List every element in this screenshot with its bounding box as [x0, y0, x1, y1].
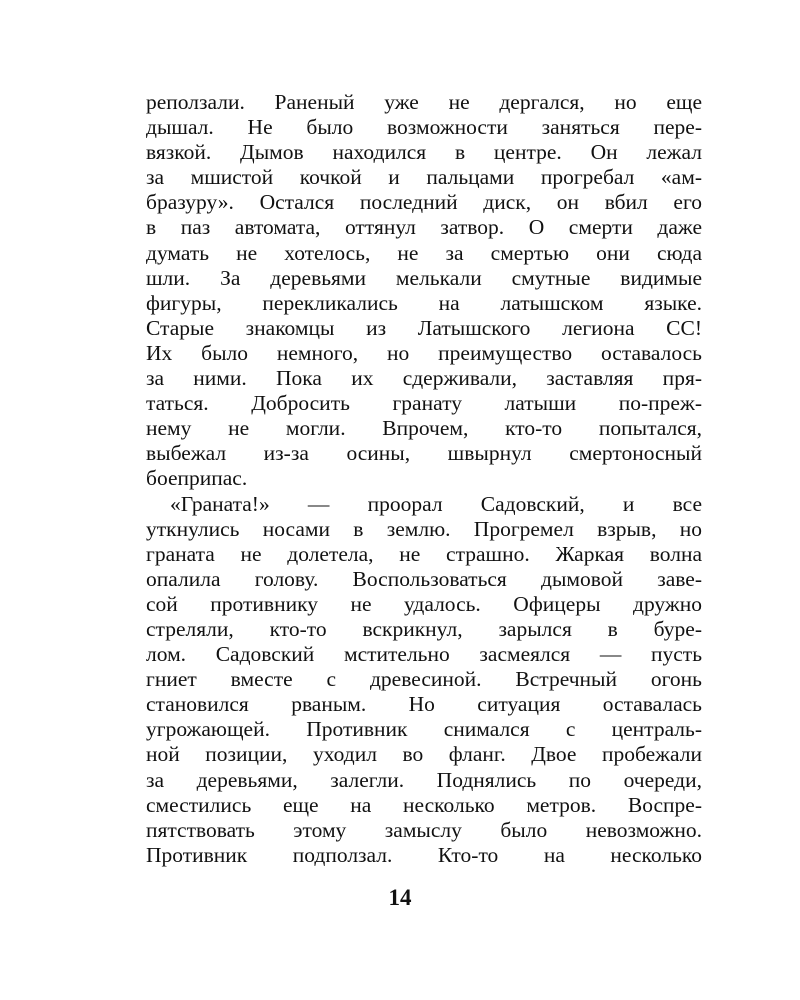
text-line: фигуры, перекликались на латышском языке. [146, 290, 702, 315]
text-line: сместились еще на несколько метров. Воспре- [146, 792, 702, 817]
text-line: боеприпас. [146, 466, 248, 491]
text-line: Их было немного, но преимущество оставалось [146, 340, 702, 365]
text-line: Старые знакомцы из Латышского легиона СС! [146, 315, 702, 340]
text-line: за мшистой кочкой и пальцами прогребал «ам- [146, 165, 702, 190]
page-number: 14 [388, 885, 412, 910]
text-line: в паз автомата, оттянул затвор. О смерти даже [146, 215, 702, 240]
text-line: ной позиции, уходил во фланг. Двое пробежали [146, 742, 702, 767]
paragraph [146, 492, 702, 868]
text-line: лом. Садовский мстительно засмеялся — пусть [146, 642, 702, 667]
text-line: угрожающей. Противник снимался с централь- [146, 717, 702, 742]
text-line: дышал. Не было возможности заняться пере- [146, 115, 702, 140]
text-line: думать не хотелось, не за смертью они сюда [146, 240, 702, 265]
text-line: выбежал из-за осины, швырнул смертоносный [146, 441, 702, 466]
text-line: реползали. Раненый уже не дергался, но еще [146, 90, 702, 114]
text-line: гниет вместе с древесиной. Встречный огонь [146, 667, 702, 692]
text-line: таться. Добросить гранату латыши по-преж- [146, 391, 702, 416]
text-line: шли. За деревьями мелькали смутные видимые [146, 265, 702, 290]
text-line: нему не могли. Впрочем, кто-то попытался, [146, 416, 702, 441]
text-line: Противник подползал. Кто-то на несколько [146, 842, 702, 867]
text-line: опалила голову. Воспользоваться дымовой заве- [146, 566, 702, 591]
text-line: вязкой. Дымов находился в центре. Он лежал [146, 140, 702, 165]
paragraph [146, 90, 702, 492]
text-line: «Граната!» — проорал Садовский, и все [170, 491, 702, 516]
text-line: стреляли, кто-то вскрикнул, зарылся в буре- [146, 616, 702, 641]
text-line: за ними. Пока их сдерживали, заставляя пря- [146, 366, 702, 391]
text-line: бразуру». Остался последний диск, он вбил его [146, 190, 702, 215]
text-line: уткнулись носами в землю. Прогремел взрыв, но [146, 516, 702, 541]
text-line: сой противнику не удалось. Офицеры дружно [146, 591, 702, 616]
text-line: пятствовать этому замыслу было невозможно. [146, 817, 702, 842]
body-text [146, 90, 702, 868]
text-line: граната не долетела, не страшно. Жаркая волна [146, 541, 702, 566]
text-line: за деревьями, залегли. Поднялись по очереди, [146, 767, 702, 792]
text-line: становился рваным. Но ситуация оставалась [146, 692, 702, 717]
